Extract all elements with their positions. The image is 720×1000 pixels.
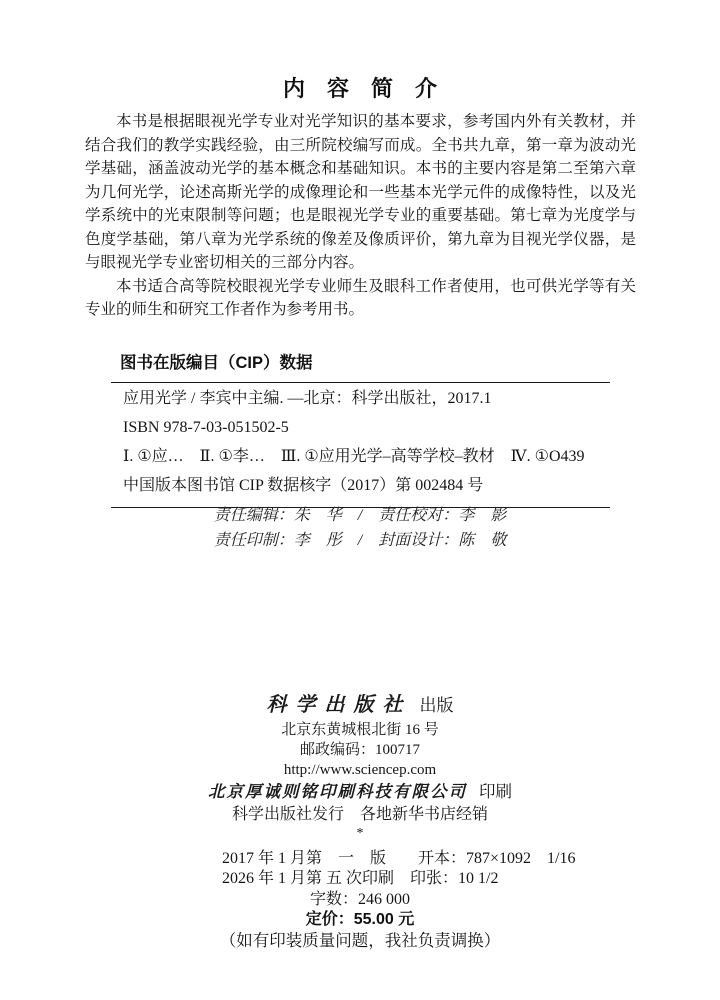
printing-run-line: 2026 年 1 月第 五 次印刷 印张：10 1/2 (222, 869, 499, 887)
publisher-role-label: 出版 (419, 696, 454, 715)
distribution-line: 科学出版社发行 各地新华书店经销 (231, 806, 488, 823)
intro-paragraph-2: 本书适合高等院校眼视光学专业师生及眼科工作者使用，也可供光学等有关专业的师生和研究工作者作为参考用书。 (85, 277, 636, 318)
cip-title-line: 应用光学 / 李宾中主编. —北京：科学出版社，2017.1 (123, 390, 492, 407)
credits-editor-line: 责任编辑：朱 华 / 责任校对：李 影 (213, 507, 507, 524)
publisher-logotype: 科学出版社 (266, 694, 412, 716)
publisher-address: 北京东黄城根北街 16 号 (281, 722, 439, 738)
intro-paragraph-1: 本书是根据眼视光学专业对光学知识的基本要求，参考国内外有关教材，并结合我们的教学实践经验，由三所院校编写而成。全书共九章，第一章为波动光学基础，涵盖波动光学的基本概念和基础知识。本书的主要内容是第二至第六章为几何光学，论述高斯光学的成像理论和一些基本光学元件的成像特性，以及光学系统中的光束限制等问题；也是眼视光学专业的重要基础。第七章为光度学与色度学基础，第八章为光学系统的像差及像质评价，第九章为目视光学仪器，是与眼视光学专业密切相关的三部分内容。 (85, 113, 636, 271)
quality-note: （如有印装质量问题，我社负责调换） (219, 931, 501, 950)
printer-role-label: 印刷 (479, 782, 512, 801)
price: 定价：55.00 元 (305, 911, 415, 928)
cip-header: 图书在版编目（CIP）数据 (120, 354, 313, 372)
publisher-line (0, 692, 720, 720)
publisher-website: http://www.sciencep.com (283, 762, 437, 778)
cip-classification-line: Ⅰ. ①应… Ⅱ. ①李… Ⅲ. ①应用光学–高等学校–教材 Ⅳ. ①O439 (123, 448, 585, 465)
edition-line: 2017 年 1 月第 一 版 开本：787×1092 1/16 (222, 850, 576, 867)
printer-name: 北京厚诚则铭印刷科技有限公司 (208, 782, 467, 801)
edition-block (222, 849, 720, 888)
colophon (0, 686, 720, 951)
printer-line (0, 781, 720, 804)
cip-block (111, 349, 610, 508)
content-summary (85, 110, 636, 322)
separator-asterisk: * (356, 826, 364, 841)
page-title: 内容简介 (282, 76, 459, 101)
cip-isbn-line: ISBN 978-7-03-051502-5 (123, 419, 289, 436)
credits-printing-line: 责任印制：李 彤 / 封面设计：陈 敬 (213, 531, 507, 549)
cip-registration-line: 中国版本图书馆 CIP 数据核字（2017）第 002484 号 (123, 477, 484, 494)
cip-body (111, 383, 610, 507)
word-count: 字数：246 000 (309, 891, 410, 908)
staff-credits (0, 504, 720, 553)
publisher-postcode: 邮政编码：100717 (299, 742, 420, 758)
